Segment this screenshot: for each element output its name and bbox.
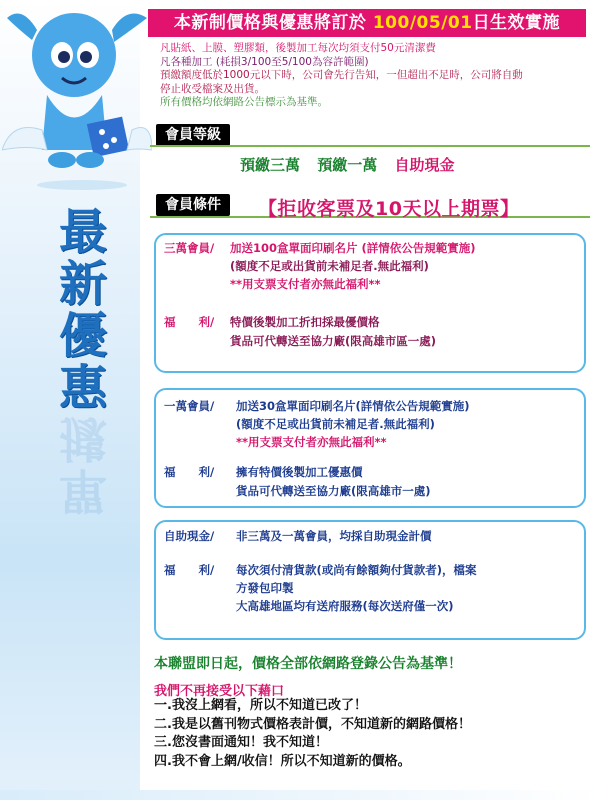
card-cash-member (154, 520, 586, 640)
footer-headline: 本聯盟即日起，價格全部依網路登錄公告為基準！ (154, 656, 462, 672)
membership-level-options (240, 154, 467, 175)
mascot-illustration (2, 0, 152, 190)
card-benefit: 大高雄地區均有送府服務(每次送府僅一次) (236, 599, 454, 613)
card-title: 一萬會員/ (164, 399, 215, 413)
card-30k-member (154, 233, 586, 373)
card-benefit: 貨品可代轉送至協力廠(限高雄市區一處) (230, 334, 437, 348)
card-benefit: 擁有特價後製加工優惠價 (236, 465, 363, 479)
excuse-list (154, 697, 471, 771)
footer-subhead: 我們不再接受以下藉口 (154, 684, 285, 699)
side-title-reflection (48, 412, 118, 516)
card-benefit: 方發包印製 (236, 581, 294, 595)
card-line: **用支票支付者亦無此福利** (236, 435, 387, 449)
card-line: **用支票支付者亦無此福利** (230, 277, 381, 291)
card-benefit-label: 福 利/ (164, 563, 215, 577)
excuse-item: 三.您沒書面通知！我不知道！ (154, 735, 328, 750)
card-title: 三萬會員/ (164, 241, 215, 255)
membership-terms-tag: 會員條件 (156, 194, 230, 216)
side-title-char: 惠 (58, 360, 107, 416)
side-title (48, 206, 118, 414)
card-benefit: 特價後製加工折扣採最優價格 (230, 315, 380, 329)
card-line: 加送100盒單面印刷名片 (詳情依公告規範實施) (230, 241, 476, 255)
divider (150, 145, 590, 147)
effective-date-banner (148, 9, 586, 37)
bottom-bar (0, 790, 600, 800)
card-benefit: 每次須付清貨款(或尚有餘額夠付貨款者)，檔案 (236, 563, 477, 577)
card-title: 自助現金/ (164, 529, 215, 543)
card-line: 非三萬及一萬會員，均採自助現金計價 (236, 529, 432, 543)
membership-level-tag: 會員等級 (156, 124, 230, 146)
note-line: 停止收受檔案及出貨。 (160, 82, 265, 95)
card-benefit: 貨品可代轉送至協力廠(限高雄市一處) (236, 484, 431, 498)
note-line: 所有價格均依網路公告標示為基準。 (160, 96, 328, 108)
banner-date: 100/05/01 (372, 13, 473, 33)
banner-suffix: 日生效實施 (472, 13, 561, 33)
excuse-item: 二.我是以舊刊物式價格表計價，不知道新的網路價格！ (154, 716, 471, 732)
card-line: (額度不足或出貨前未補足者.無此福利) (236, 417, 435, 431)
card-line: (額度不足或出貨前未補足者.無此福利) (230, 259, 429, 273)
excuse-item: 一.我沒上網看，所以不知道已改了！ (154, 698, 367, 713)
card-benefit-label: 福 利/ (164, 315, 215, 329)
level-option: 自助現金 (394, 156, 455, 174)
card-line: 加送30盒單面印刷名片(詳情依公告規範實施) (236, 399, 470, 413)
level-option: 預繳一萬 (317, 156, 378, 174)
side-mirror-char: 單 (58, 462, 107, 518)
side-mirror-char: 據 (58, 410, 107, 466)
side-title-char: 優 (58, 308, 107, 364)
side-title-char: 最 (58, 204, 107, 260)
refuse-notice: 【拒收客票及10天以上期票】 (258, 198, 520, 220)
side-title-char: 新 (58, 256, 107, 312)
note-line: 預繳額度低於1000元以下時，公司會先行告知，一但超出不足時，公司將自動 (160, 69, 523, 81)
note-line: 凡各種加工 (耗損3/100至5/100為容許範圍) (160, 55, 369, 68)
card-10k-member (154, 388, 586, 508)
banner-prefix: 本新制價格與優惠將訂於 (173, 13, 373, 33)
level-option: 預繳三萬 (240, 156, 301, 174)
notes-block (160, 42, 580, 110)
excuse-item: 四.我不會上網/收信！所以不知道新的價格。 (154, 753, 411, 769)
card-benefit-label: 福 利/ (164, 465, 215, 479)
note-line: 凡貼紙、上膜、塑膠類，後製加工每次均須支付50元清潔費 (160, 42, 436, 54)
